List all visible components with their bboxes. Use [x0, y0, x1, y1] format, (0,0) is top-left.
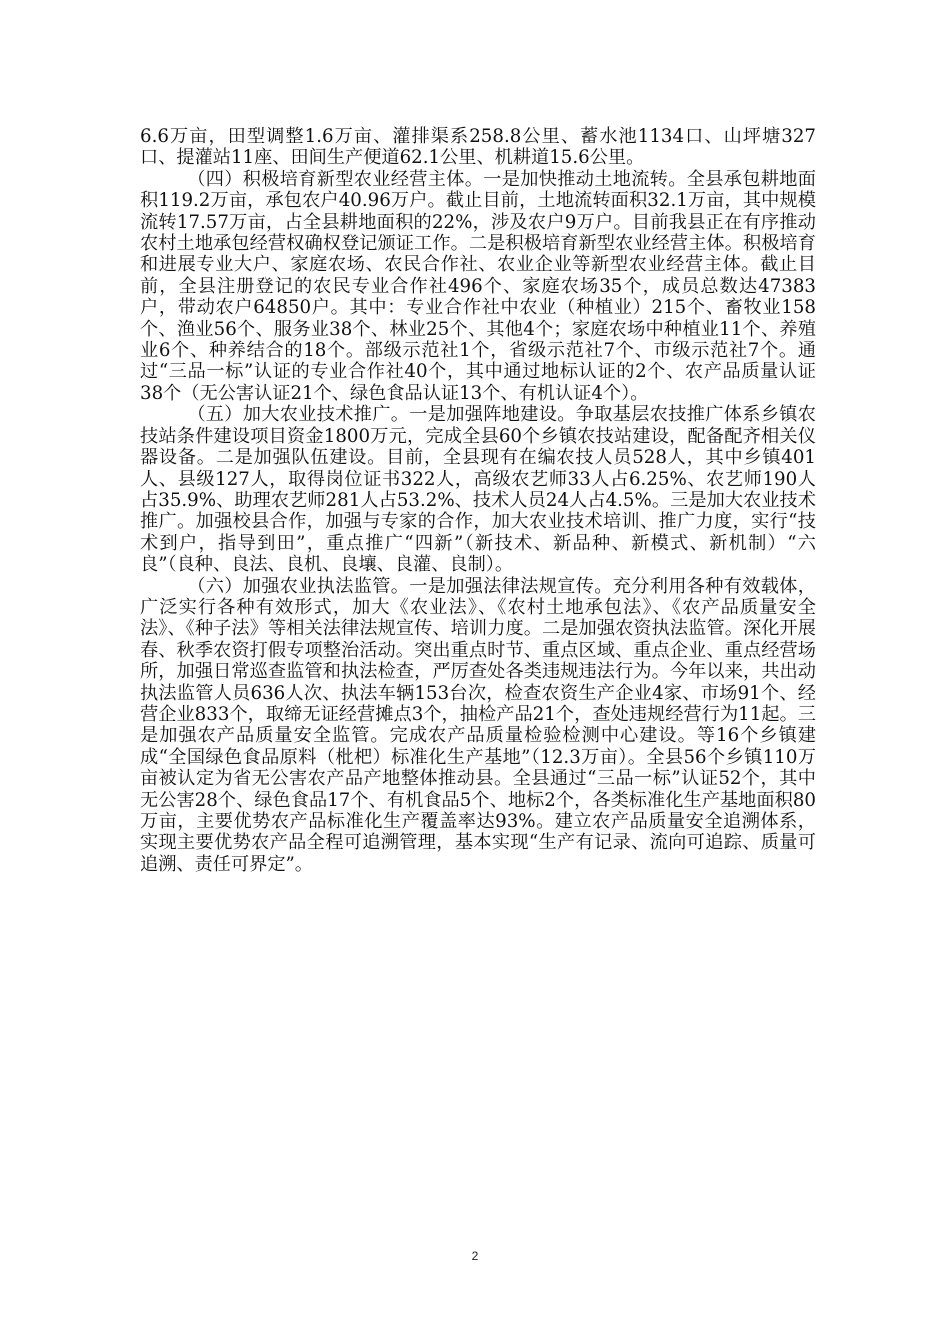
- paragraph-section-six: （六）加强农业执法监管。一是加强法律法规宣传。充分利用各种有效载体，广泛实行各种有效形式，加大《农业法》、《农村土地承包法》、《农产品质量安全法》、《种子法》等相关法律法规宣传、培训力度。二是加强农资执法监管。深化开展春、秋季农资打假专项整治活动。突出重点时节、重点区域、重点企业、重点经营场所，加强日常巡查监管和执法检查，严厉查处各类违规违法行为。今年以来，共出动执法监管人员636人次、执法车辆153台次，检查农资生产企业4家、市场91个、经营企业833个，取缔无证经营摊点3个，抽检产品21个，查处违规经营行为11起。三是加强农产品质量安全监管。完成农产品质量检验检测中心建设。等16个乡镇建成“全国绿色食品原料（枇杷）标准化生产基地”（12.3万亩）。全县56个乡镇110万亩被认定为省无公害农产品产地整体推动县。全县通过“三品一标”认证52个，其中无公害28个、绿色食品17个、有机食品5个、地标2个，各类标准化生产基地面积80万亩，主要优势农产品标准化生产覆盖率达93%。建立农产品质量安全追溯体系，实现主要优势农产品全程可追溯管理，基本实现“生产有记录、流向可追踪、质量可追溯、责任可界定”。: [140, 575, 816, 875]
- paragraph-section-four: （四）积极培育新型农业经营主体。一是加快推动土地流转。全县承包耕地面积119.2万亩，承包农户40.96万户。截止目前，土地流转面积32.1万亩，其中规模流转17.57万亩，占全县耕地面积的22%，涉及农户9万户。目前我县正在有序推动农村土地承包经营权确权登记颁证工作。二是积极培育新型农业经营主体。积极培育和进展专业大户、家庭农场、农民合作社、农业企业等新型农业经营主体。截止目前，全县注册登记的农民专业合作社496个、家庭农场35个，成员总数达47383户，带动农户64850户。其中：专业合作社中农业（种植业）215个、畜牧业158个、渔业56个、服务业38个、林业25个、其他4个；家庭农场中种植业11个、养殖业6个、种养结合的18个。部级示范社1个，省级示范社7个、市级示范社7个。通过“三品一标”认证的专业合作社40个，其中通过地标认证的2个、农产品质量认证38个（无公害认证21个、绿色食品认证13个、有机认证4个）。: [140, 168, 816, 404]
- paragraph-continuation: 6.6万亩，田型调整1.6万亩、灌排渠系258.8公里、蓄水池1134口、山坪塘327口、提灌站11座、田间生产便道62.1公里、机耕道15.6公里。: [140, 126, 816, 169]
- paragraph-section-five: （五）加大农业技术推广。一是加强阵地建设。争取基层农技推广体系乡镇农技站条件建设项目资金1800万元，完成全县60个乡镇农技站建设，配备配齐相关仪器设备。二是加强队伍建设。目前，全县现有在编农技人员528人，其中乡镇401人、县级127人，取得岗位证书322人，高级农艺师33人占6.25%、农艺师190人占35.9%、助理农艺师281人占53.2%、技术人员24人占4.5%。三是加大农业技术推广。加强校县合作，加强与专家的合作，加大农业技术培训、推广力度，实行“技术到户，指导到田”，重点推广“四新”（新技术、新品种、新模式、新机制）“六良”（良种、良法、良机、良壤、良灌、良制）。: [140, 404, 816, 576]
- page-number: 2: [471, 1249, 479, 1263]
- document-body: [140, 126, 816, 875]
